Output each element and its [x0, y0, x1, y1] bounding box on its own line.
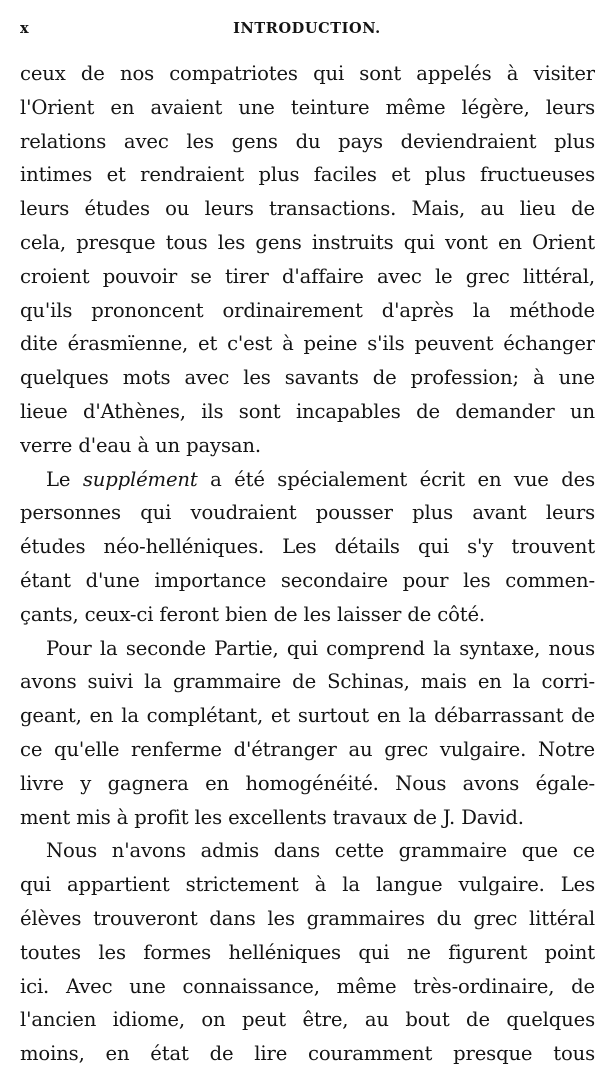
text-run: Le	[46, 467, 83, 491]
chapter-title: INTRODUCTION.	[233, 20, 381, 37]
text-line: qu'ils prononcent ordinairement d'après la méthode	[20, 298, 595, 322]
text-line: toutes les formes helléniques qui ne figurent point	[20, 940, 595, 964]
text-line	[20, 463, 595, 497]
paragraph-3	[20, 632, 595, 835]
text-line: cela, presque tous les gens instruits qui vont en Orient	[20, 230, 595, 254]
paragraph-4	[20, 834, 595, 1071]
text-line: étant d'une importance secondaire pour les commen-	[20, 568, 595, 592]
text-line: çants, ceux-ci feront bien de les laisser de côté.	[20, 602, 485, 626]
text-line: élèves trouveront dans les grammaires du grec littéral	[20, 906, 595, 930]
text-line: l'Orient en avaient une teinture même légère, leurs	[20, 95, 595, 119]
page-number: x	[20, 20, 30, 37]
text-line: intimes et rendraient plus faciles et plus fructueuses	[20, 163, 595, 187]
text-line: personnes qui voudraient pousser plus avant leurs	[20, 501, 595, 525]
text-line: avons suivi la grammaire de Schinas, mais en la corri-	[20, 670, 595, 694]
text-line: quelques mots avec les savants de profession; à une	[20, 366, 595, 390]
text-line: ce qu'elle renferme d'étranger au grec vulgaire. Notre	[20, 737, 595, 761]
text-line: moins, en état de lire couramment presque tous	[20, 1042, 595, 1066]
text-line: l'ancien idiome, on peut être, au bout de quelques	[20, 1008, 595, 1032]
text-line: lieue d'Athènes, ils sont incapables de demander un	[20, 399, 595, 423]
paragraph-1	[20, 57, 595, 463]
running-header	[20, 8, 594, 44]
text-line: Pour la seconde Partie, qui comprend la syntaxe, nous	[46, 636, 595, 660]
text-line: dite érasmïenne, et c'est à peine s'ils peuvent échanger	[20, 332, 595, 356]
text-line: croient pouvoir se tirer d'affaire avec le grec littéral,	[20, 264, 595, 288]
text-line: ment mis à profit les excellents travaux de J. David.	[20, 805, 524, 829]
text-line: livre y gagnera en homogénéité. Nous avons égale-	[20, 771, 595, 795]
text-line: verre d'eau à un paysan.	[20, 433, 261, 457]
paragraph-2	[20, 463, 595, 632]
text-line: Nous n'avons admis dans cette grammaire que ce	[46, 839, 595, 863]
emphasized-word: supplément	[82, 467, 198, 491]
text-run: a été spécialement écrit en vue des	[197, 467, 595, 491]
text-line: geant, en la complétant, et surtout en la débarrassant de	[20, 704, 595, 728]
text-line: ici. Avec une connaissance, même très-ordinaire, de	[20, 974, 595, 998]
text-line: qui appartient strictement à la langue vulgaire. Les	[20, 873, 595, 897]
text-line: ceux de nos compatriotes qui sont appelés à visiter	[20, 62, 595, 85]
text-line: études néo-helléniques. Les détails qui s'y trouvent	[20, 535, 595, 559]
text-line: leurs études ou leurs transactions. Mais, au lieu de	[20, 197, 595, 221]
text-line: relations avec les gens du pays deviendraient plus	[20, 129, 595, 153]
body-text	[20, 57, 595, 1071]
